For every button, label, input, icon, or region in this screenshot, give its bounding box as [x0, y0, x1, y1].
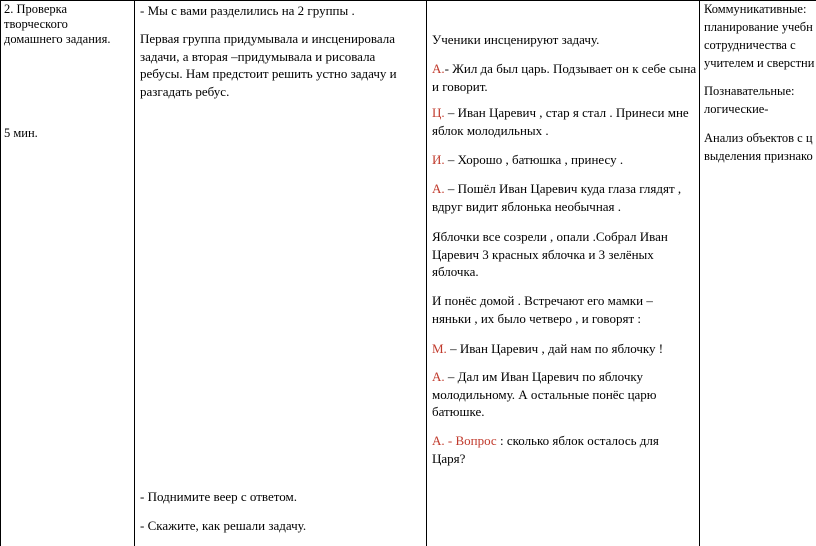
speaker-label: Ц. [432, 105, 445, 120]
teacher-line-2: Первая группа придумывала и инсценировала задачи, а вторая –придумывала и рисовала ребусы. Нам предстоит решить устно задачу и разгадать ребус. [140, 31, 397, 99]
dialogue-text: – Иван Царевич , дай нам по яблочку ! [446, 341, 664, 356]
dialogue-line [432, 292, 694, 327]
analysis-line-1: Анализ объектов с ц [704, 131, 813, 145]
dialogue-line [432, 180, 698, 215]
dialogue-line [432, 432, 690, 467]
speaker-label: А. [432, 61, 445, 76]
stage-title: 2. Проверка творческого домашнего задания. [4, 2, 111, 46]
cog-title: Познавательные: [704, 84, 795, 98]
dialogue-line [432, 104, 698, 139]
uud-cell [704, 0, 816, 546]
analysis-line-2: выделения признако [704, 149, 813, 163]
students-intro: Ученики инсценируют задачу. [432, 32, 600, 47]
speaker-label: А. - Вопрос [432, 433, 497, 448]
table-border-left [0, 0, 1, 546]
cog-line-1: логические- [704, 102, 769, 116]
dialogue-text: – Хорошо , батюшка , принесу . [444, 152, 624, 167]
teacher-line-3: - Поднимите веер с ответом. [140, 489, 297, 504]
column-divider-2 [426, 0, 427, 546]
dialogue-line [432, 228, 694, 281]
speaker-label: А. [432, 181, 445, 196]
dialogue-text: И понёс домой . Встречают его мамки – няньки , их было четверо , и говорят : [432, 293, 653, 326]
speaker-label: И. [432, 152, 445, 167]
dialogue-text: – Иван Царевич , стар я стал . Принеси мне яблок молодильных . [432, 105, 689, 138]
dialogue-text: – Дал им Иван Царевич по яблочку молодильному. А остальные понёс царю батюшке. [432, 369, 657, 419]
speaker-label: А. [432, 369, 445, 384]
teacher-line-1: - Мы с вами разделились на 2 группы . [140, 3, 355, 18]
comm-line-3: учителем и сверстни [704, 56, 815, 70]
students-cell [432, 0, 698, 546]
dialogue-line [432, 368, 686, 421]
dialogue-line [432, 60, 698, 95]
teacher-line-4: - Скажите, как решали задачу. [140, 518, 307, 533]
comm-line-1: планирование учебн [704, 20, 813, 34]
stage-time: 5 мин. [4, 126, 38, 140]
comm-line-2: сотрудничества с [704, 38, 796, 52]
column-divider-3 [699, 0, 700, 546]
comm-title: Коммуникативные: [704, 2, 807, 16]
dialogue-line [432, 151, 698, 169]
dialogue-text: Яблочки все созрели , опали .Собрал Иван Царевич 3 красных яблочка и 3 зелёных яблочка. [432, 229, 668, 279]
dialogue-text: – Пошёл Иван Царевич куда глаза глядят , вдруг видит яблонька необычная . [432, 181, 682, 214]
stage-cell [4, 0, 132, 546]
teacher-cell [140, 0, 420, 546]
speaker-label: М. [432, 341, 447, 356]
column-divider-1 [134, 0, 135, 546]
dialogue-text: - Жил да был царь. Подзывает он к себе сына и говорит. [432, 61, 697, 94]
dialogue-line [432, 340, 698, 358]
dialogue-text: : сколько яблок осталось для Царя? [432, 433, 659, 466]
